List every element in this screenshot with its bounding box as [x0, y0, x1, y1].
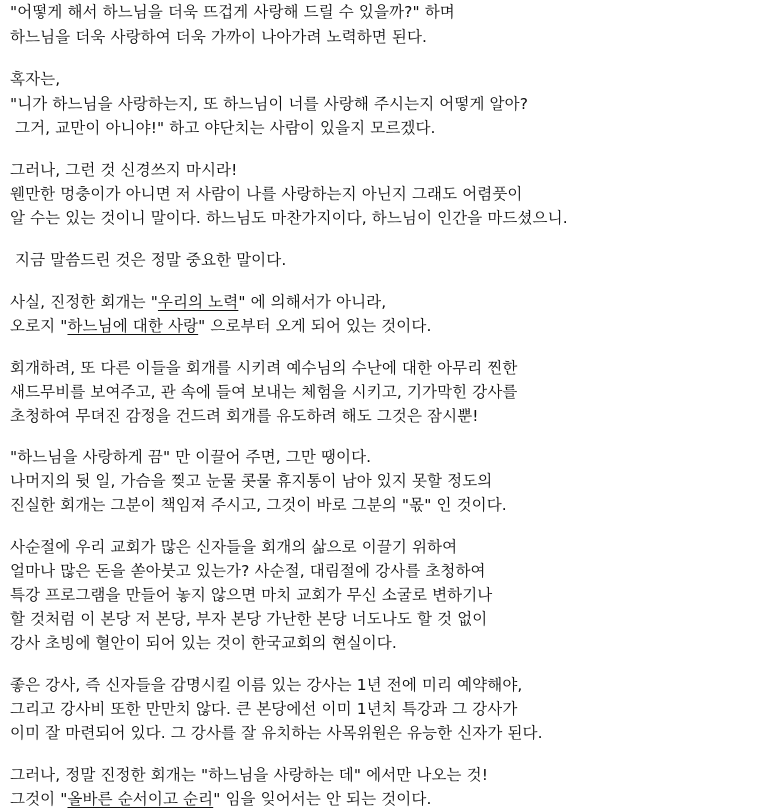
paragraph-5-line-1	[10, 291, 386, 313]
paragraph-8-line-2: 얼마나 많은 돈을 쏟아붓고 있는가? 사순절, 대림절에 강사를 초청하여	[10, 562, 486, 580]
paragraph-1-line-1: "어떻게 해서 하느님을 더욱 뜨겁게 사랑해 드릴 수 있을까?" 하며	[10, 3, 455, 21]
paragraph-9-line-2: 그리고 강사비 또한 만만치 않다. 큰 본당에선 이미 1년치 특강과 그 강사가	[10, 700, 518, 718]
text-segment: " 임을 잊어서는 안 되는 것이다.	[213, 790, 432, 808]
paragraph-7-line-1: "하느님을 사랑하게 끔" 만 이끌어 주면, 그만 땡이다.	[10, 448, 372, 466]
paragraph-2-line-2: "니가 하느님을 사랑하는지, 또 하느님이 너를 사랑해 주시는지 어떻게 알아?	[10, 95, 529, 113]
paragraph-8-line-3: 특강 프로그램을 만들어 놓지 않으면 마치 교회가 무신 소굴로 변하기나	[10, 586, 493, 604]
paragraph-10-line-1: 그러나, 정말 진정한 회개는 "하느님을 사랑하는 데" 에서만 나오는 것!	[10, 766, 489, 784]
underlined-phrase-our-effort: 우리의 노력	[157, 293, 239, 311]
text-segment: " 으로부터 오게 되어 있는 것이다.	[198, 317, 432, 335]
paragraph-2-line-3: 그거, 교만이 아니야!" 하고 야단치는 사람이 있을지 모르겠다.	[10, 119, 436, 137]
paragraph-7-line-3: 진실한 회개는 그분이 책임져 주시고, 그것이 바로 그분의 "몫" 인 것이다.	[10, 496, 507, 514]
paragraph-3-line-1: 그러나, 그런 것 신경쓰지 마시라!	[10, 161, 238, 179]
underlined-phrase-love-for-god: 하느님에 대한 사랑	[67, 317, 199, 335]
paragraph-6-line-1: 회개하려, 또 다른 이들을 회개를 시키려 예수님의 수난에 대한 아무리 찐한	[10, 359, 518, 377]
paragraph-10-line-2	[10, 788, 431, 810]
paragraph-7-line-2: 나머지의 뒷 일, 가슴을 찢고 눈물 콧물 휴지통이 남아 있지 못할 정도의	[10, 472, 493, 490]
text-segment: 오로지 "	[10, 317, 68, 335]
paragraph-1-line-2: 하느님을 더욱 사랑하여 더욱 가까이 나아가려 노력하면 된다.	[10, 28, 428, 46]
paragraph-8-line-4: 할 것처럼 이 본당 저 본당, 부자 본당 가난한 본당 너도나도 할 것 없이	[10, 610, 488, 628]
paragraph-6-line-3: 초청하여 무뎌진 감정을 건드려 회개를 유도하려 해도 그것은 잠시뿐!	[10, 407, 479, 425]
paragraph-6-line-2: 새드무비를 보여주고, 관 속에 들여 보내는 체험을 시키고, 기가막힌 강사를	[10, 383, 518, 401]
paragraph-8-line-5: 강사 초빙에 혈안이 되어 있는 것이 한국교회의 현실이다.	[10, 634, 397, 652]
underlined-phrase-right-order: 올바른 순서이고 순리	[67, 790, 214, 808]
paragraph-3-line-3: 알 수는 있는 것이니 말이다. 하느님도 마찬가지이다, 하느님이 인간을 마드셨으니.	[10, 209, 568, 227]
text-segment: 사실, 진정한 회개는 "	[10, 293, 158, 311]
paragraph-8-line-1: 사순절에 우리 교회가 많은 신자들을 회개의 삶으로 이끌기 위하여	[10, 538, 458, 556]
paragraph-9-line-3: 이미 잘 마련되어 있다. 그 강사를 잘 유치하는 사목위원은 유능한 신자가 된다.	[10, 724, 543, 742]
paragraph-9-line-1: 좋은 강사, 즉 신자들을 감명시킬 이름 있는 강사는 1년 전에 미리 예약해야,	[10, 676, 523, 694]
paragraph-3-line-2: 웬만한 멍충이가 아니면 저 사람이 나를 사랑하는지 아닌지 그래도 어렴풋이	[10, 185, 523, 203]
paragraph-2-line-1: 혹자는,	[10, 70, 61, 88]
text-segment: 그것이 "	[10, 790, 68, 808]
text-segment: " 에 의해서가 아니라,	[238, 293, 387, 311]
paragraph-4-line-1: 지금 말씀드린 것은 정말 중요한 말이다.	[10, 251, 287, 269]
paragraph-5-line-2	[10, 315, 431, 337]
